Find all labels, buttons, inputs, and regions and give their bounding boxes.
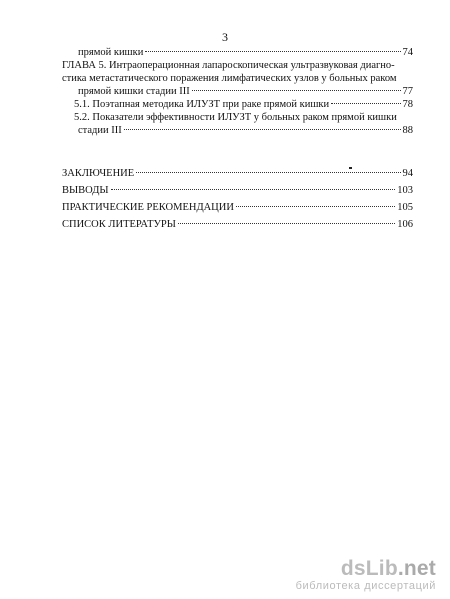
toc-entry-recommendations [62, 201, 413, 214]
toc-entry-findings [62, 184, 413, 197]
toc-entry-text: прямой кишки [78, 47, 144, 58]
watermark-logo [296, 558, 436, 580]
toc-entry-last-line [62, 124, 413, 137]
toc-entry-chapter-5 [62, 59, 413, 98]
table-of-contents [62, 46, 413, 231]
toc-entry-conclusion [62, 167, 413, 180]
toc-page-number: 94 [402, 168, 413, 179]
toc-entry-section-5-1 [62, 98, 413, 111]
dot-leader [111, 189, 396, 190]
toc-entry-text: стадии III [78, 125, 122, 136]
toc-entry-section-5-2 [62, 111, 413, 137]
toc-entry-text: 5.1. Поэтапная методика ИЛУЗТ при раке прямой кишки [74, 99, 330, 110]
toc-page-number: 105 [397, 202, 413, 213]
toc-entry-text-line: стика метастатического поражения лимфатических узлов у больных раком [62, 73, 397, 84]
dot-leader [145, 51, 400, 52]
toc-page-number: 106 [397, 219, 413, 230]
toc-entry-text: ПРАКТИЧЕСКИЕ РЕКОМЕНДАЦИИ [62, 202, 234, 213]
watermark-logo-tld: .net [397, 557, 436, 580]
watermark [296, 558, 436, 593]
toc-page-number: 78 [402, 99, 413, 110]
toc-entry-text: ЗАКЛЮЧЕНИЕ [62, 168, 135, 179]
toc-page-number: 74 [402, 47, 413, 58]
toc-entry-continuation [62, 46, 413, 59]
dot-leader [331, 103, 400, 104]
toc-page-number: 103 [397, 185, 413, 196]
toc-entry-text: ВЫВОДЫ [62, 185, 109, 196]
toc-entry-references [62, 218, 413, 231]
toc-entry-text-line: ГЛАВА 5. Интраоперационная лапароскопическая ультразвуковая диагно- [62, 60, 395, 71]
dot-leader [124, 129, 401, 130]
toc-page-number: 77 [402, 86, 413, 97]
toc-entry-text-line: 5.2. Показатели эффективности ИЛУЗТ у больных раком прямой кишки [74, 112, 397, 123]
scan-speck [349, 167, 352, 169]
toc-entry-text: прямой кишки стадии III [78, 86, 190, 97]
dot-leader [192, 90, 401, 91]
watermark-logo-main: dsLib [340, 557, 398, 580]
watermark-subtitle: библиотека диссертаций [295, 580, 436, 592]
toc-page-number: 88 [402, 125, 413, 136]
toc-entry-text: СПИСОК ЛИТЕРАТУРЫ [62, 219, 176, 230]
toc-entry-last-line [62, 85, 413, 98]
page-number: 3 [222, 30, 228, 44]
dot-leader [178, 223, 395, 224]
dot-leader [236, 206, 395, 207]
dot-leader [136, 172, 400, 173]
